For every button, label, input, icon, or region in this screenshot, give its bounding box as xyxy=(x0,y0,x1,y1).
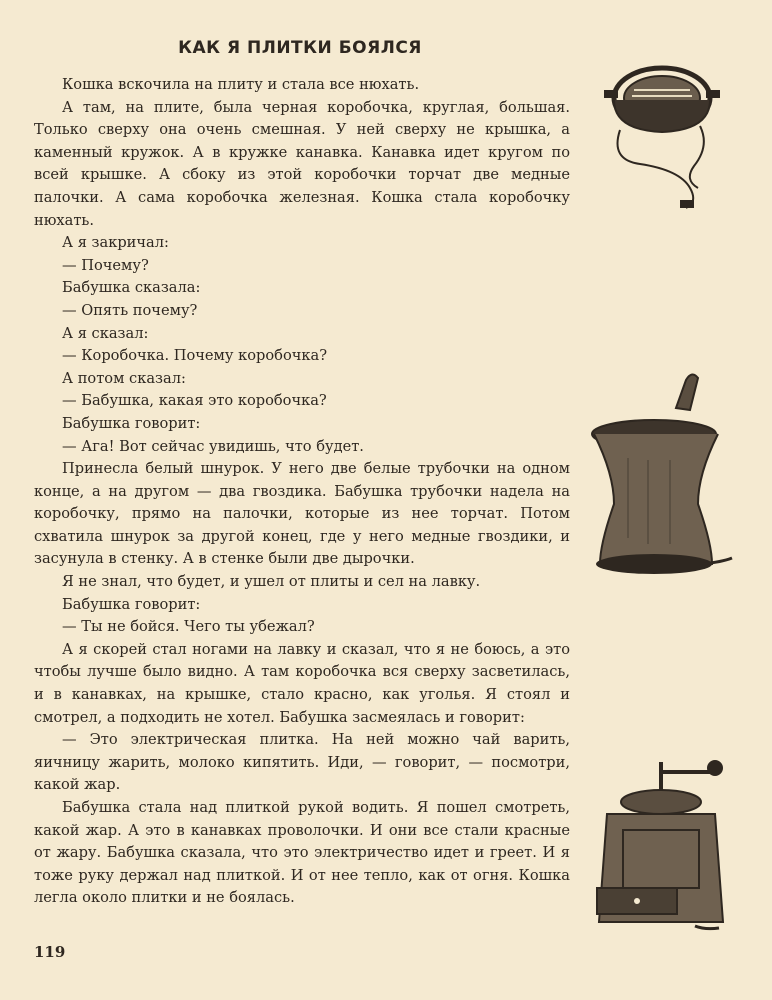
story-text xyxy=(34,74,570,910)
paragraph-5: Бабушка сказала: xyxy=(62,279,201,297)
paragraph-16: — Ты не бойся. Чего ты убежал? xyxy=(62,618,315,636)
paragraph-10: — Бабушка, какая это коробочка? xyxy=(62,392,327,410)
paragraph-4: — Почему? xyxy=(62,256,149,274)
paragraph-3: А я закричал: xyxy=(62,234,169,252)
paragraph-9: А потом сказал: xyxy=(62,369,186,387)
paragraph-17: А я скорей стал ногами на лавку и сказал, что я не боюсь, а это чтобы лучше было видно. А там коробочка вся сверху засветилась, и в канавках, на крышке, стало красно, как уголья. Я стоял и смотрел, а подходить не хотел. Бабушка засмеялась и говорит: xyxy=(34,640,570,726)
paragraph-15: Бабушка говорит: xyxy=(62,595,201,613)
paragraph-7: А я сказал: xyxy=(62,324,149,342)
coffee-grinder-icon xyxy=(585,752,735,937)
paragraph-12: — Ага! Вот сейчас увидишь, что будет. xyxy=(62,437,364,455)
paragraph-13: Принесла белый шнурок. У него две белые трубочки на одном конце, а на другом — два гвоздика. Бабушка трубочки надела на коробочку, прямо на палочки, которые из нее торчат. Потом схватила шнурок за другой конец, где у него медные гвоздики, и засунула в стенку. А в стенке были две дырочки. xyxy=(34,460,570,568)
paragraph-1: Кошка вскочила на плиту и стала все нюхать. xyxy=(62,76,420,93)
paragraph-6: — Опять почему? xyxy=(62,301,198,319)
paragraph-19: Бабушка стала над плиткой рукой водить. Я пошел смотреть, какой жар. А это в канавках проволочки. И они все стали красные от жару. Бабушка сказала, что это электричество идет и греет. И я тоже руку держал над плиткой. И от нее тепло, как от огня. Кошка легла около плитки и не боялась. xyxy=(34,799,570,907)
paragraph-14: Я не знал, что будет, и ушел от плиты и сел на лавку. xyxy=(62,573,481,591)
paragraph-18: — Это электрическая плитка. На ней можно чай варить, яичницу жарить, молоко кипятить. Иди, — говорит, — посмотри, какой жар. xyxy=(34,731,570,794)
paragraph-8: — Коробочка. Почему коробочка? xyxy=(62,347,328,365)
paragraph-2: А там, на плите, была черная коробочка, круглая, большая. Только сверху она очень смешная. У ней сверху не крышка, а каменный кружок. А в кружке канавка. Канавка идет кругом по всей крышке. А сбоку из этой коробочки торчат две медные палочки. А сама коробочка железная. Кошка стала коробочку нюхать. xyxy=(34,98,570,229)
paragraph-11: Бабушка говорит: xyxy=(62,414,201,432)
story-title: КАК Я ПЛИТКИ БОЯЛСЯ xyxy=(178,38,422,58)
page-number: 119 xyxy=(34,943,66,961)
electric-hotplate-icon xyxy=(600,60,730,220)
mortar-and-pestle-icon xyxy=(588,368,738,578)
